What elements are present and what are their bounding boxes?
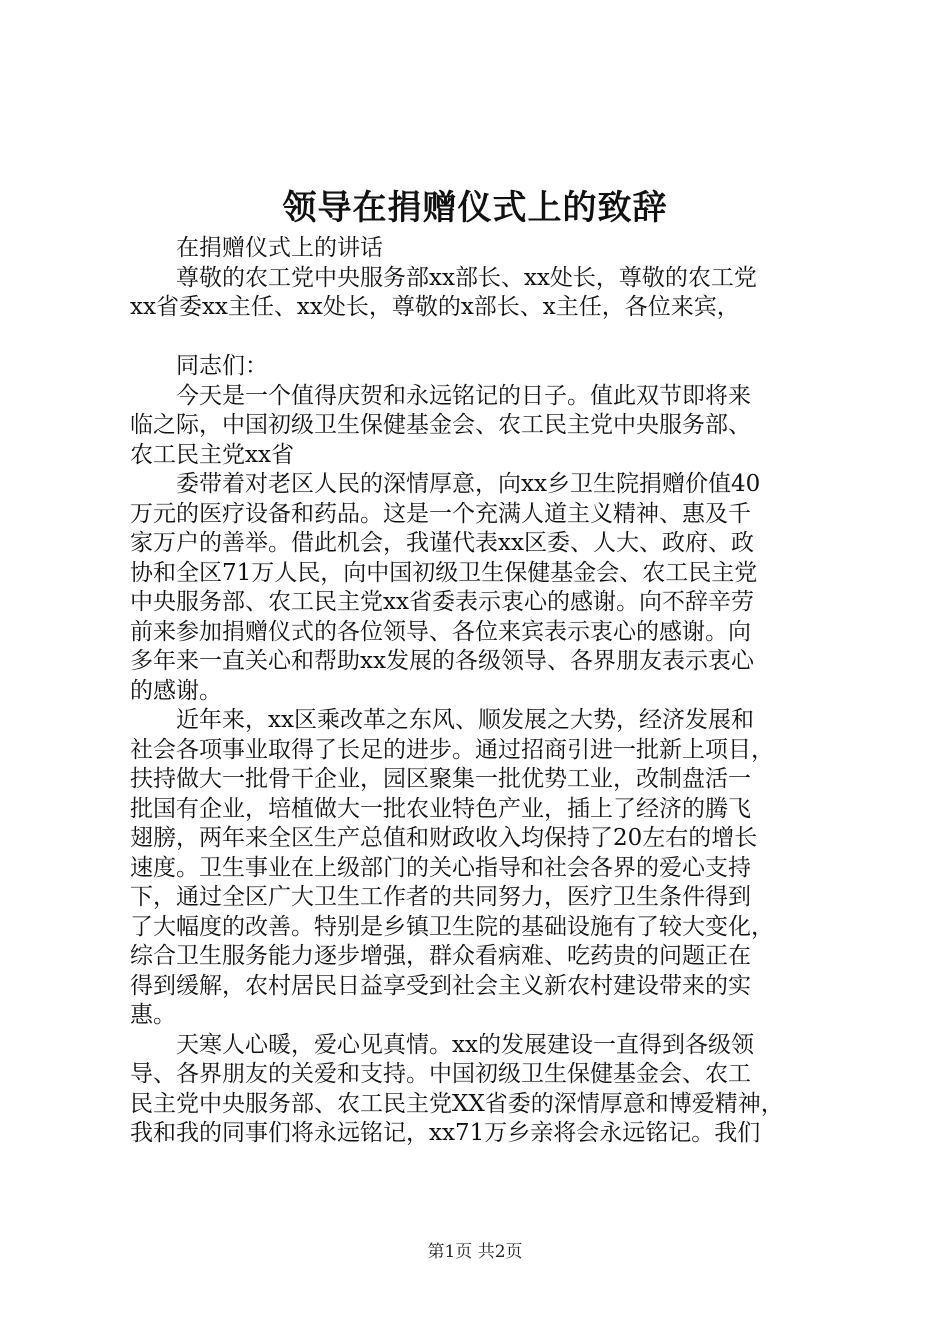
blank-line [130, 323, 828, 353]
paragraph-today: 今天是一个值得庆贺和永远铭记的日子。值此双节即将来 临之际，中国初级卫生保健基金会、农工民主党中央服务部、 农工民主党xx省 [130, 382, 751, 468]
document-body [130, 234, 828, 1149]
paragraph-subtitle: 在捐赠仪式上的讲话 [176, 235, 383, 261]
paragraph-salutation: 尊敬的农工党中央服务部xx部长、xx处长，尊敬的农工党 xx省委xx主任、xx处长，尊敬的x部长、x主任，各位来宾， [130, 264, 757, 320]
page-footer: 第1页 共2页 [427, 1242, 523, 1262]
paragraph-donation: 委带着对老区人民的深情厚意，向xx乡卫生院捐赠价值40 万元的医疗设备和药品。这是一个充满人道主义精神、惠及千 家万户的善举。借此机会，我谨代表xx区委、人大、政府、政 协和全区71万人民，向中国初级卫生保健基金会、农工民主党 中央服务部、农工民主党xx省委表示衷心的感谢。向不辞辛劳 前来参加捐赠仪式的各位领导、各位来宾表示衷心的感谢。向 多年来一直关心和帮助xx发展的各级领导、各界朋友表示衷心 的感谢。 [130, 471, 761, 704]
document-title: 领导在捐赠仪式上的致辞 [282, 188, 668, 228]
paragraph-development: 近年来，xx区乘改革之东风、顺发展之大势，经济发展和 社会各项事业取得了长足的进步。通过招商引进一批新上项目， 扶持做大一批骨干企业，园区聚集一批优势工业，改制盘活一 批国有企业，培植做大一批农业特色产业，插上了经济的腾飞 翅膀，两年来全区生产总值和财政收入均保持了20左右的增长 速度。卫生事业在上级部门的关心指导和社会各界的爱心支持 下，通过全区广大卫生工作者的共同努力，医疗卫生条件得到 了大幅度的改善。特别是乡镇卫生院的基础设施有了较大变化， 综合卫生服务能力逐步增强，群众看病难、吃药贵的问题正在 得到缓解，农村居民日益享受到社会主义新农村建设带来的实 惠。 [130, 707, 774, 1028]
paragraph-warmth: 天寒人心暖，爱心见真情。xx的发展建设一直得到各级领 导、各界朋友的关爱和支持。中国初级卫生保健基金会、农工 民主党中央服务部、农工民主党XX省委的深情厚意和博爱精神， 我和我的同事们将永远铭记，xx71万乡亲将会永远铭记。我们 [130, 1031, 784, 1146]
paragraph-comrades: 同志们： [176, 353, 268, 379]
